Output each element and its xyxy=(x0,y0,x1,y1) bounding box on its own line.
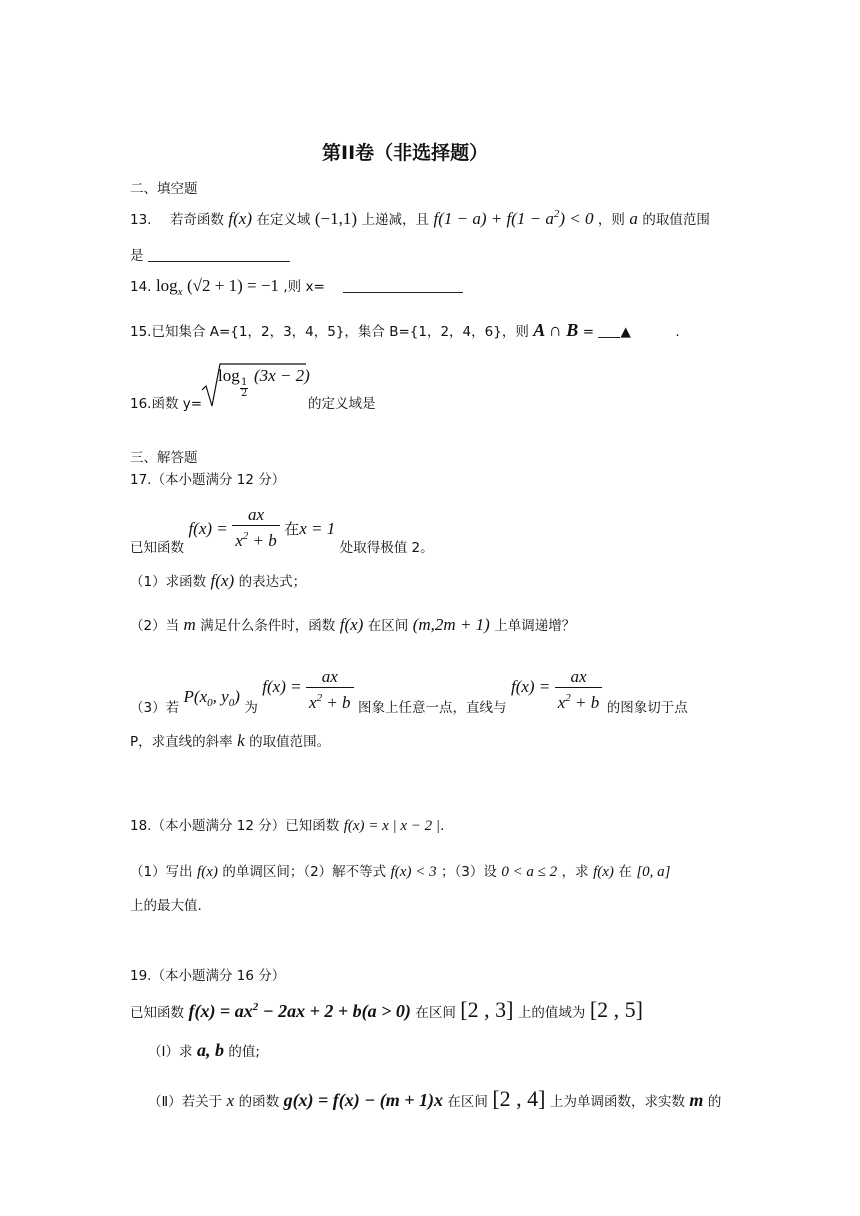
q18-function: f(x) = x | x − 2 | xyxy=(343,818,441,834)
q17-p3-num1: ax xyxy=(306,667,354,688)
q19-text-1: 已知函数 xyxy=(130,1005,184,1021)
q19-p1-b: 的值; xyxy=(228,1044,260,1060)
q13-text-1: 若奇函数 xyxy=(169,212,224,228)
q19-p2-b: 的函数 xyxy=(238,1094,280,1110)
q13-condition-exponent: 2 xyxy=(553,208,560,220)
q17-p3-den1 xyxy=(306,688,354,713)
question-13-line-2 xyxy=(130,244,290,264)
q19-function-exp: 2 xyxy=(252,1001,259,1013)
q17-p3-point xyxy=(183,687,240,709)
q18-p1: （1）写出 xyxy=(130,864,193,880)
q17-statement xyxy=(130,497,434,556)
q19-text-3: 上的值域为 xyxy=(517,1005,586,1021)
q19-p2-c: 在区间 xyxy=(447,1094,488,1110)
q17-p2-m: m xyxy=(183,615,196,634)
q14-number: 14. xyxy=(130,279,152,295)
q17-lhs: f(x) = xyxy=(188,519,228,538)
q17-part-3-line-2 xyxy=(130,730,330,751)
q17-p2-b: 满足什么条件时，函数 xyxy=(200,618,336,634)
q17-p3-y: , y xyxy=(212,687,229,706)
q18-condition: 0 < a ≤ 2 xyxy=(501,864,558,880)
q19-text-2: 在区间 xyxy=(415,1005,456,1021)
q18-line-2: 上的最大值. xyxy=(130,898,202,914)
q17-numerator: ax xyxy=(232,505,280,526)
q17-part-2 xyxy=(130,614,575,635)
q18-p3-b: ，求 xyxy=(561,864,589,880)
q17-p3-den2-exp: 2 xyxy=(565,692,571,704)
q17-p3-sub1: 0 xyxy=(228,697,235,709)
q17-part-1 xyxy=(130,570,306,591)
q16-argument: (3x − 2) xyxy=(254,366,310,385)
q19-p2-e: 的 xyxy=(707,1094,722,1110)
question-18 xyxy=(130,814,444,835)
q17-den-x: x xyxy=(235,531,243,550)
question-16 xyxy=(130,392,202,412)
q17-p3-den2 xyxy=(555,688,603,713)
q19-statement xyxy=(130,997,643,1023)
q14-equation: (√2 + 1) = −1 xyxy=(187,276,279,295)
q13-variable-a: a xyxy=(629,209,638,228)
q17-p3-e: P，求直线的斜率 xyxy=(130,734,233,750)
q17-p2-c: 在区间 xyxy=(367,618,409,634)
q19-p2-x: x xyxy=(226,1091,235,1110)
q19-interval-2: [2 , 5] xyxy=(589,997,643,1022)
q13-text-2: 在定义域 xyxy=(256,212,311,228)
q17-p3-fraction-2 xyxy=(555,667,603,713)
q17-part-3 xyxy=(130,655,688,716)
q19-p2-m: m xyxy=(689,1090,704,1110)
q17-p2-interval: (m,2m + 1) xyxy=(412,615,490,634)
q18-inequality: f(x) < 3 xyxy=(390,864,437,880)
q16-argument-wrap xyxy=(254,366,310,386)
q15-expression: A ∩ B xyxy=(533,320,579,340)
q19-function: f(x) = ax xyxy=(188,1001,253,1021)
q16-log-base xyxy=(240,378,248,399)
q19-p1-a: （Ⅰ）求 xyxy=(148,1044,193,1060)
q13-condition-end: ) < 0 xyxy=(559,209,594,228)
q17-p3-P: P(x xyxy=(183,687,208,706)
q17-at-x: x = 1 xyxy=(299,519,336,538)
q13-text-5: 的取值范围 xyxy=(642,212,710,228)
q17-p3-den2-end: + b xyxy=(570,693,600,712)
q13-function: f(x) xyxy=(228,209,252,228)
question-13 xyxy=(130,208,710,229)
q18-p3-c: 在 xyxy=(618,864,632,880)
q18-p1-f: f(x) xyxy=(197,864,218,880)
q17-p3-den2-x: x xyxy=(557,693,566,712)
q17-p1-a: （1）求函数 xyxy=(130,574,207,590)
q19-part-2 xyxy=(148,1086,721,1112)
q16-base-numerator: 1 xyxy=(241,377,248,388)
q13-text-4: ，则 xyxy=(597,212,625,228)
q17-header: 17.（本小题满分 12 分） xyxy=(130,472,286,488)
q15-answer-blank xyxy=(598,323,620,338)
q17-p3-den1-end: + b xyxy=(322,693,351,712)
q18-p3-f: f(x) xyxy=(593,864,614,880)
q19-p2-g: g(x) = f(x) − (m + 1)x xyxy=(283,1090,443,1110)
section-fill-in-heading: 二、填空题 xyxy=(130,181,198,197)
q17-p2-a: （2）当 xyxy=(130,618,180,634)
q17-den-end: + b xyxy=(248,531,277,550)
q14-answer-blank xyxy=(343,278,463,293)
q16-text: 的定义域是 xyxy=(308,396,376,412)
q17-text-1: 已知函数 xyxy=(130,540,184,556)
q16-log: log xyxy=(218,366,240,385)
q17-p3-lhs2: f(x) = xyxy=(510,677,551,696)
q17-text-2: 处取得极值 2。 xyxy=(339,540,434,556)
q16-base-denominator: 2 xyxy=(241,388,248,399)
q17-p3-fraction-1 xyxy=(306,667,354,713)
q17-p3-k: k xyxy=(237,731,245,750)
q17-p3-num2: ax xyxy=(555,667,603,688)
q19-interval-1: [2 , 3] xyxy=(460,997,514,1022)
q13-text-3: 上递减，且 xyxy=(361,212,430,228)
q18-parts xyxy=(130,860,671,881)
question-14 xyxy=(130,275,463,298)
q17-p2-f: f(x) xyxy=(339,615,364,634)
q18-p3: ；（3）设 xyxy=(441,864,497,880)
q17-p3-d: 的图象切于点 xyxy=(606,700,688,716)
q19-function-rest: − 2ax + 2 + b(a > 0) xyxy=(258,1001,411,1021)
q17-fraction xyxy=(232,505,280,551)
q16-radicand xyxy=(218,366,240,386)
q13-number: 13. xyxy=(130,212,152,228)
q14-text: ,则 x= xyxy=(283,279,325,295)
section-solve-heading: 三、解答题 xyxy=(130,450,198,466)
q19-p1-ab: a, b xyxy=(196,1040,224,1060)
q19-p2-d: 上为单调函数，求实数 xyxy=(549,1094,685,1110)
page-title: 第II卷（非选择题） xyxy=(322,142,489,164)
q17-p2-d: 上单调递增？ xyxy=(494,618,576,634)
q17-p3-c: 图象上任意一点，直线与 xyxy=(358,700,507,716)
q19-header: 19.（本小题满分 16 分） xyxy=(130,968,286,984)
q17-p3-close: ) xyxy=(234,687,240,706)
q19-part-1 xyxy=(148,1040,260,1061)
q13-text-6: 是 xyxy=(130,248,144,264)
q15-text: 15.已知集合 A={1，2，3，4，5}，集合 B={1，2，4，6}，则 xyxy=(130,324,529,340)
q18-dot: . xyxy=(440,818,445,834)
question-15 xyxy=(130,320,680,341)
q17-p3-f: 的取值范围。 xyxy=(249,734,331,750)
q14-log-base: x xyxy=(177,286,183,298)
q13-domain: (−1,1) xyxy=(314,209,358,228)
q17-den-exp: 2 xyxy=(242,530,249,542)
q15-end: . xyxy=(675,324,680,340)
q19-p2-interval: [2 , 4] xyxy=(492,1086,546,1111)
q18-header: 18.（本小题满分 12 分）已知函数 xyxy=(130,818,340,834)
q17-p3-a: （3）若 xyxy=(130,700,180,716)
q17-p3-den1-exp: 2 xyxy=(316,692,323,704)
q15-equals: = xyxy=(582,324,595,340)
q13-answer-blank xyxy=(148,247,290,262)
q17-p3-den1-x: x xyxy=(309,693,317,712)
q18-interval: [0, a] xyxy=(636,864,671,880)
q17-p1-b: 的表达式； xyxy=(238,574,307,590)
q14-log: log xyxy=(155,276,178,295)
q17-p3-b: 为 xyxy=(244,700,258,716)
q17-p3-lhs1: f(x) = xyxy=(262,677,302,696)
q15-mark: ▲ xyxy=(620,324,631,340)
q17-at: 在 xyxy=(284,520,300,538)
q17-denominator xyxy=(232,526,280,551)
q18-p1-b: 的单调区间；（2）解不等式 xyxy=(222,864,387,880)
q17-p1-f: f(x) xyxy=(210,571,235,590)
q13-condition: f(1 − a) + f(1 − a xyxy=(433,209,554,228)
q17-p3-sub0: 0 xyxy=(207,697,213,709)
q16-number: 16.函数 y= xyxy=(130,396,203,412)
q19-p2-a: （Ⅱ）若关于 xyxy=(148,1094,223,1110)
